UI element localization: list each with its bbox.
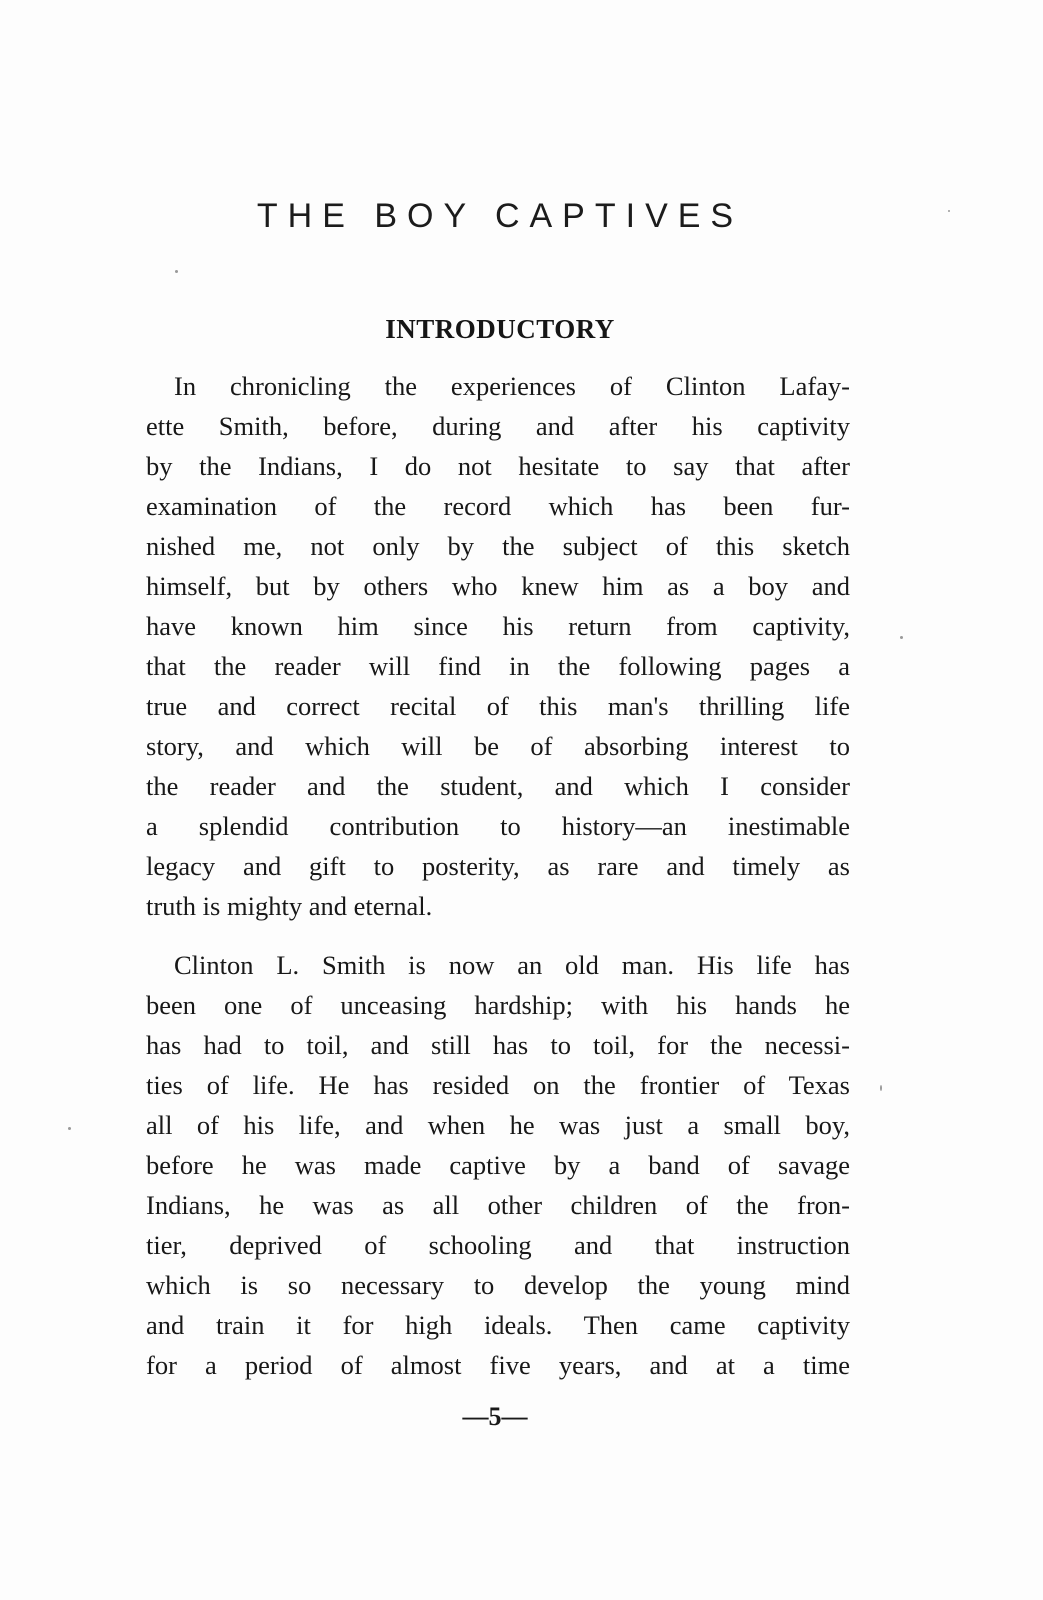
text-line: have known him since his return from captivity, xyxy=(146,611,850,641)
paragraph-2 xyxy=(146,945,850,1385)
text-line: that the reader will find in the following pages a xyxy=(146,651,850,681)
text-line: Clinton L. Smith is now an old man. His life has xyxy=(174,950,850,980)
text-line: all of his life, and when he was just a small boy, xyxy=(146,1110,850,1140)
text-line: tier, deprived of schooling and that instruction xyxy=(146,1230,850,1260)
text-line: ties of life. He has resided on the frontier of Texas xyxy=(146,1070,850,1100)
text-line: story, and which will be of absorbing interest to xyxy=(146,731,850,761)
text-line: the reader and the student, and which I consider xyxy=(146,771,850,801)
text-line: which is so necessary to develop the young mind xyxy=(146,1270,850,1300)
text-line: and train it for high ideals. Then came captivity xyxy=(146,1310,850,1340)
text-line: ette Smith, before, during and after his captivity xyxy=(146,411,850,441)
section-heading: INTRODUCTORY xyxy=(385,314,615,344)
print-speck xyxy=(68,1127,71,1130)
text-line: examination of the record which has been fur- xyxy=(146,491,850,521)
paragraph-1 xyxy=(146,366,850,926)
text-line: truth is mighty and eternal. xyxy=(146,891,433,921)
text-line: Indians, he was as all other children of the fron- xyxy=(146,1190,850,1220)
text-line: true and correct recital of this man's thrilling life xyxy=(146,691,850,721)
text-line: by the Indians, I do not hesitate to say that after xyxy=(146,451,850,481)
text-line: before he was made captive by a band of savage xyxy=(146,1150,850,1180)
text-line: for a period of almost five years, and at a time xyxy=(146,1350,850,1380)
print-speck xyxy=(948,210,950,212)
print-speck xyxy=(880,1085,882,1091)
book-title: THE BOY CAPTIVES xyxy=(256,197,744,235)
print-speck xyxy=(900,636,903,639)
text-line: been one of unceasing hardship; with his hands he xyxy=(146,990,850,1020)
text-line: has had to toil, and still has to toil, for the necessi- xyxy=(146,1030,850,1060)
text-line: nished me, not only by the subject of this sketch xyxy=(146,531,850,561)
print-speck xyxy=(175,270,178,273)
text-line: a splendid contribution to history—an inestimable xyxy=(146,811,850,841)
text-line: himself, but by others who knew him as a boy and xyxy=(146,571,850,601)
text-line: legacy and gift to posterity, as rare and timely as xyxy=(146,851,850,881)
page-number: —5— xyxy=(462,1402,528,1431)
text-line: In chronicling the experiences of Clinton Lafay- xyxy=(174,371,850,401)
